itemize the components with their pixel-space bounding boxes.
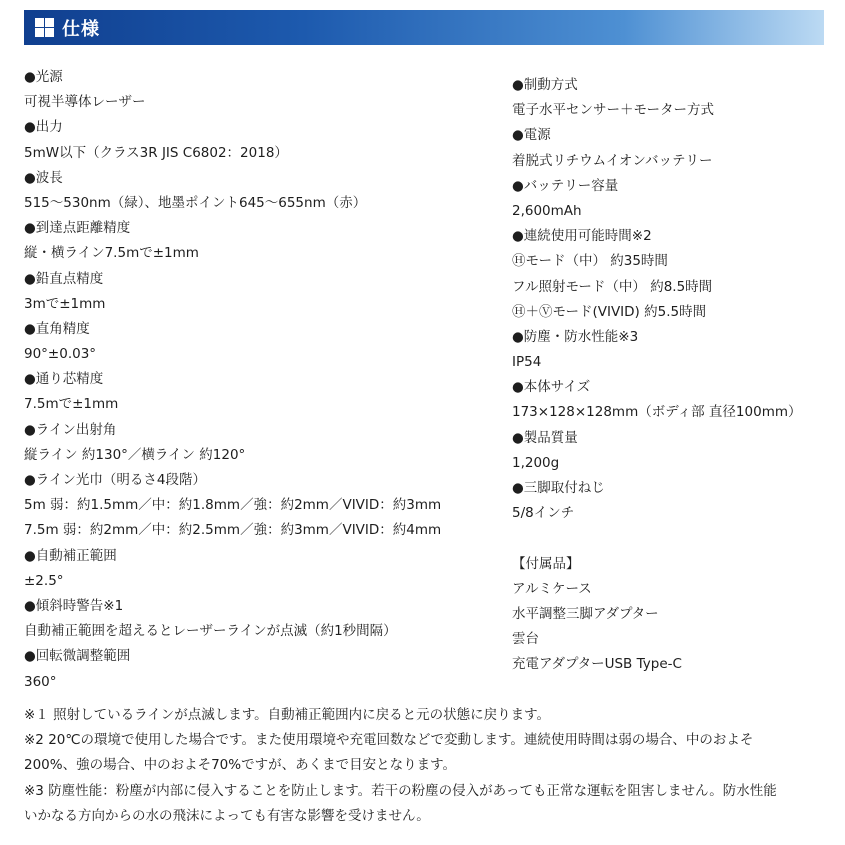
spec-heading: ● 電源	[512, 123, 832, 148]
spec-value: 5/8インチ	[512, 505, 575, 522]
spec-value: 可視半導体レーザー	[24, 94, 146, 111]
spec-value: 縦・横ライン7.5mで±1mm	[24, 245, 199, 262]
footnote-line: 200%、強の場合、中のおよそ70%ですが、あくまで目安となります。	[24, 757, 457, 774]
spec-value: 自動補正範囲を超えるとレーザーラインが点滅（約1秒間隔）	[24, 623, 397, 640]
spec-heading: ● 防塵・防水性能※3	[512, 325, 832, 350]
spec-value: 電子水平センサー＋モーター方式	[512, 102, 714, 119]
spec-heading: ● ライン出射角	[24, 418, 504, 443]
footnotes	[24, 703, 824, 829]
spec-value: 515～530nm（緑）、地墨ポイント645～655nm（赤）	[24, 194, 367, 211]
accessories-title: 【付属品】	[512, 555, 580, 572]
spec-heading: ● バッテリー容量	[512, 174, 832, 199]
spec-value: 360°	[24, 673, 57, 690]
accessory-item: 充電アダプターUSB Type-C	[512, 656, 682, 673]
grid-icon	[35, 18, 54, 37]
spec-list-right-wrapper	[512, 73, 832, 678]
spec-value: 7.5m 弱：約2mm／中：約2.5mm／強：約3mm／VIVID：約4mm	[24, 522, 442, 539]
spec-value: 7.5mで±1mm	[24, 396, 119, 413]
section-header	[24, 10, 824, 45]
spec-value: 3mで±1mm	[24, 295, 106, 312]
spec-heading: ● 制動方式	[512, 73, 832, 98]
footnote-line: ※3 防塵性能：粉塵が内部に侵入することを防止します。若干の粉塵の侵入があっても正常な運転を阻害しません。防水性能	[24, 782, 777, 799]
spec-heading: ● 出力	[24, 115, 504, 140]
spacer	[512, 526, 832, 551]
spec-value: 173×128×128mm（ボディ部 直径100mm）	[512, 404, 802, 421]
spec-value: IP54	[512, 354, 542, 371]
spec-heading: ● ライン光巾（明るさ4段階）	[24, 468, 504, 493]
footnote-line: ※１ 照射しているラインが点滅します。自動補正範囲内に戻ると元の状態に戻ります。	[24, 707, 551, 723]
spec-value: ±2.5°	[24, 572, 64, 589]
spec-heading: ● 本体サイズ	[512, 375, 832, 400]
spec-value: Ⓗ＋Ⓥモード(VIVID) 約5.5時間	[512, 303, 707, 320]
spec-heading: ● 傾斜時警告※1	[24, 594, 504, 619]
accessory-item: 水平調整三脚アダプター	[512, 605, 659, 622]
spec-value: 縦ライン 約130°／横ライン 約120°	[24, 446, 246, 463]
spec-heading: ● 三脚取付ねじ	[512, 476, 832, 501]
accessory-item: アルミケース	[512, 580, 592, 597]
spec-heading: ● 鉛直点精度	[24, 267, 504, 292]
spec-heading: ● 波長	[24, 166, 504, 191]
footnote-line: ※2 20℃の環境で使用した場合です。また使用環境や充電回数などで変動します。連続使用時間は弱の場合、中のおよそ	[24, 732, 754, 749]
footnote-line: いかなる方向からの水の飛沫によっても有害な影響を受けません。	[24, 807, 430, 824]
spec-heading: ● 連続使用可能時間※2	[512, 224, 832, 249]
spec-value: 90°±0.03°	[24, 346, 97, 363]
spec-heading: ● 通り芯精度	[24, 367, 504, 392]
spec-value: フル照射モード（中） 約8.5時間	[512, 278, 713, 295]
spec-heading: ● 回転微調整範囲	[24, 644, 504, 669]
spec-heading: ● 到達点距離精度	[24, 216, 504, 241]
spec-value: 着脱式リチウムイオンバッテリー	[512, 152, 713, 169]
spec-value: 5m 弱：約1.5mm／中：約1.8mm／強：約2mm／VIVID：約3mm	[24, 497, 442, 514]
spec-heading: ● 製品質量	[512, 426, 832, 451]
spec-value: 1,200g	[512, 454, 560, 471]
spec-heading: ● 直角精度	[24, 317, 504, 342]
accessories-section	[512, 552, 832, 678]
spec-heading: ● 自動補正範囲	[24, 544, 504, 569]
spec-value: 5mW以下（クラス3R JIS C6802：2018）	[24, 144, 288, 161]
spec-heading: ● 光源	[24, 65, 504, 90]
spec-value: Ⓗモード（中） 約35時間	[512, 253, 668, 270]
section-title: 仕様	[62, 18, 100, 40]
spec-list-right	[512, 73, 832, 526]
accessory-item: 雲台	[512, 631, 539, 648]
spec-value: 2,600mAh	[512, 202, 582, 219]
spec-list-left	[24, 65, 504, 695]
